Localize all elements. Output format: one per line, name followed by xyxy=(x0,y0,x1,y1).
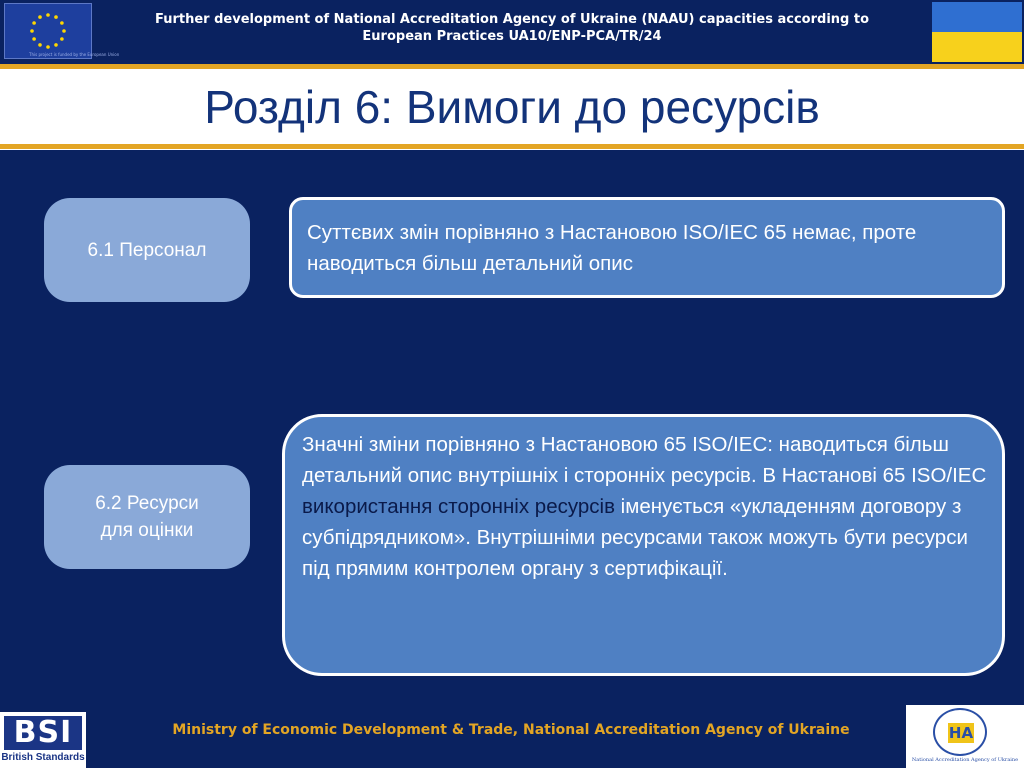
bsi-logo-mark: BSI xyxy=(4,716,82,750)
ukraine-flag-yellow-stripe xyxy=(932,32,1022,62)
eu-flag-caption: This project is funded by the European Union xyxy=(29,52,120,57)
footer-text: Ministry of Economic Development & Trade, National Accreditation Agency of Ukraine xyxy=(172,722,850,738)
naau-logo-mark: НА xyxy=(948,724,974,742)
naau-logo-caption: National Accreditation Agency of Ukraine xyxy=(911,757,1019,763)
category-label-assessment-line2: для оцінки xyxy=(100,520,194,541)
category-label-personnel: 6.1 Персонал xyxy=(87,239,207,261)
category-box-personnel xyxy=(44,198,250,302)
ukraine-flag-blue-stripe xyxy=(932,2,1022,32)
category-box-assessment-resources xyxy=(44,465,250,569)
text-box-assessment-resources xyxy=(282,414,1005,676)
header-title-line1: Further development of National Accreditation Agency of Ukraine (NAAU) capacities according to xyxy=(154,12,870,27)
bsi-logo-icon xyxy=(0,712,86,768)
header-title-line2: European Practices UA10/ENP-PCA/TR/24 xyxy=(362,29,662,44)
ukraine-flag-icon xyxy=(932,2,1022,62)
eu-flag-icon xyxy=(4,3,120,59)
text-assessment-part1: Значні зміни порівняно з Настановою 65 ISO/IEC: наводиться більш детальний опис внутрішніх і сторонніх ресурсів. В Настанові 65 ISO/IEC xyxy=(302,433,987,487)
text-assessment-highlight: використання сторонніх ресурсів xyxy=(302,495,615,518)
category-label-assessment-line1: 6.2 Ресурси xyxy=(95,493,199,514)
bsi-logo-caption: British Standards xyxy=(1,752,85,763)
text-box-personnel xyxy=(289,197,1005,298)
text-assessment-part2: іменується «укладенням договору з субпідрядником». Внутрішніми ресурсами також можуть бути ресурси під прямим контролем органу з сертифікації. xyxy=(302,495,968,580)
text-personnel: Суттєвих змін порівняно з Настановою ISO/IEC 65 немає, проте наводиться більш детальний опис xyxy=(307,221,917,275)
white-divider xyxy=(0,149,1024,150)
header-title xyxy=(110,11,914,45)
naau-logo-icon xyxy=(906,705,1024,768)
page-title: Розділ 6: Вимоги до ресурсів xyxy=(204,81,820,133)
